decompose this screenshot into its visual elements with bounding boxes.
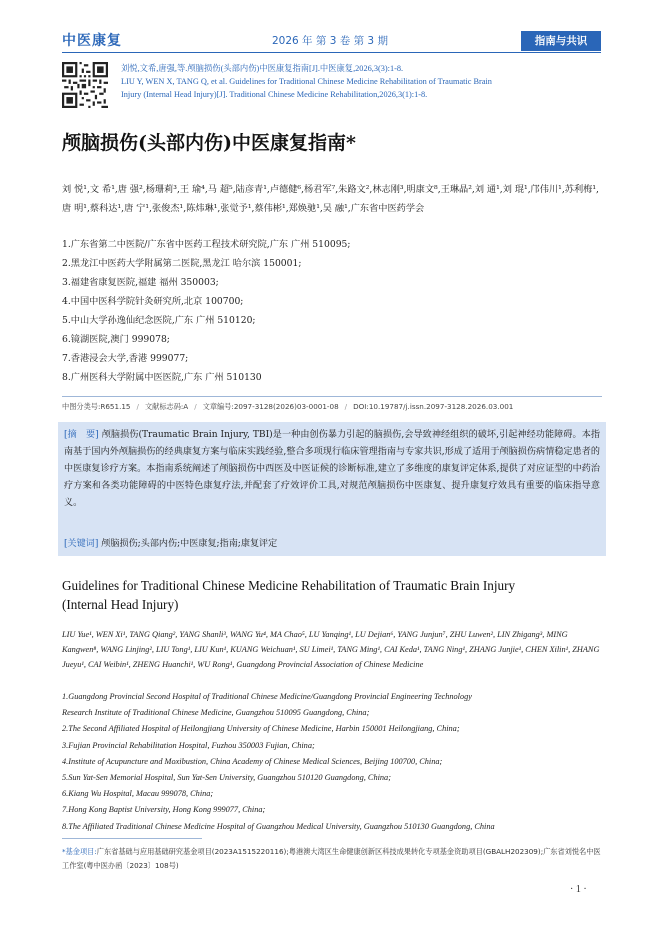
affiliation-en-item: 5.Sun Yat-Sen Memorial Hospital, Sun Yat-Sen University, Guangzhou 510120 Guangdong, China;: [62, 773, 391, 783]
meta-divider: [62, 396, 602, 397]
keywords: [64, 536, 600, 549]
affiliation-cn-item: 5.中山大学孙逸仙纪念医院,广东 广州 510120;: [62, 315, 256, 326]
keywords-text: 颅脑损伤;头部内伤;中医康复;指南;康复评定: [101, 539, 278, 549]
doi: DOI:10.19787/j.issn.2097-3128.2026.03.001: [353, 402, 514, 411]
affiliation-cn-item: 4.中国中医科学院针灸研究所,北京 100700;: [62, 296, 244, 307]
funding-label: *基金项目:: [62, 847, 97, 856]
citation-cn: 刘悦,文希,唐强,等.颅脑损伤(头部内伤)中医康复指南[J].中医康复,2026,3(3):1-8.: [121, 64, 404, 73]
citation-block: [121, 62, 601, 101]
affiliation-en-item: 2.The Second Affiliated Hospital of Heilongjiang University of Chinese Medicine, Harbin 150001 Heilongjiang, China;: [62, 724, 460, 734]
affiliations-cn: [62, 235, 602, 387]
article-meta: [62, 402, 602, 412]
affiliation-cn-item: 7.香港浸会大学,香港 999077;: [62, 353, 189, 364]
citation-en-line2: Injury (Internal Head Injury)[J]. Traditional Chinese Medicine Rehabilitation,2026,3(1):1-8.: [121, 90, 428, 99]
affiliation-en-item: 3.Fujian Provincial Rehabilitation Hospital, Fuzhou 350003 Fujian, China;: [62, 740, 315, 750]
affiliation-en-item: 7.Hong Kong Baptist University, Hong Kong 999077, China;: [62, 805, 266, 815]
funding-note: [62, 845, 602, 873]
document-code: 文献标志码:A: [144, 402, 189, 411]
meta-separator: /: [344, 402, 348, 411]
affiliation-en-item: 4.Institute of Acupuncture and Moxibustion, China Academy of Chinese Medical Sciences, Beijing 100700, China;: [62, 756, 443, 766]
title-en-line2: (Internal Head Injury): [62, 597, 179, 612]
article-title-en: [62, 576, 602, 614]
keywords-label: [关键词]: [64, 539, 99, 549]
authors-en: LIU Yue¹, WEN Xi¹, TANG Qiang², YANG Shanli³, WANG Yu⁴, MA Chao⁵, LU Yanqing¹, LU Dejian⁶, YANG Junjun⁷, ZHU Luwen², LIN Zhigang³, MING Kangwen⁸, WANG Linjing², LIU Tong¹, LIU Kun¹, KUANG Weichuan¹, SU Limei¹, TANG Ming¹, CAI Keda¹, TANG Ning¹, ZHANG Junjie¹, CHEN Xilin¹, ZHANG Jueyu¹, CAI Weibin¹, ZHENG Huanchi¹, WU Rong¹, Guangdong Provincial Association of Chinese Medicine: [62, 630, 600, 669]
affiliation-en-item: 1.Guangdong Provincial Second Hospital of Traditional Chinese Medicine/Guangdong Provincial Engineering Technology: [62, 692, 472, 701]
citation-en-line1: LIU Y, WEN X, TANG Q, et al. Guidelines for Traditional Chinese Medicine Rehabilitation of Traumatic Brain: [121, 77, 492, 86]
qr-code-icon: [62, 62, 108, 108]
footnote-divider: [62, 838, 202, 839]
title-en-line1: Guidelines for Traditional Chinese Medicine Rehabilitation of Traumatic Brain Injury: [62, 578, 516, 593]
authors-cn: 刘 悦¹,文 希¹,唐 强²,杨珊莉³,王 瑜⁴,马 超⁵,陆彦青¹,卢德健⁶,杨君军⁷,朱路文²,林志刚³,明康文⁸,王琳晶²,刘 通¹,刘 琨¹,邝伟川¹,苏利梅¹,唐 明¹,蔡科达¹,唐 宁¹,张俊杰¹,陈炜琳¹,张觉予¹,蔡伟彬¹,郑焕驰¹,吴 融¹,广东省中医药学会: [62, 184, 599, 214]
header-divider: [62, 52, 601, 53]
section-tag: 指南与共识: [521, 31, 601, 51]
affiliation-cn-item: 1.广东省第二中医院/广东省中医药工程技术研究院,广东 广州 510095;: [62, 239, 351, 250]
abstract: [64, 427, 600, 512]
funding-text: 广东省基础与应用基础研究基金项目(2023A1515220116);粤港澳大湾区生命健康创新区科技成果转化专项基金资助项目(GBALH202309);广东省刘悦名中医工作室(粤中医办函〔2023〕108号): [62, 847, 601, 870]
meta-separator: /: [136, 402, 139, 411]
affiliation-cn-item: 2.黑龙江中医药大学附属第二医院,黑龙江 哈尔滨 150001;: [62, 258, 302, 269]
article-title-cn: 颅脑损伤(头部内伤)中医康复指南*: [62, 132, 356, 154]
affiliation-en-item: 8.The Affiliated Traditional Chinese Medicine Hospital of Guangzhou Medical University, Guangzhou 510130 Guangdong, China: [62, 821, 495, 831]
affiliation-en-item: 6.Kiang Wu Hospital, Macau 999078, China;: [62, 789, 214, 799]
affiliation-en-item: Research Institute of Traditional Chinese Medicine, Guangzhou 510095 Guangdong, China;: [62, 708, 370, 718]
affiliation-cn-item: 8.广州医科大学附属中医医院,广东 广州 510130: [62, 372, 262, 383]
abstract-label: [摘 要]: [64, 430, 99, 440]
abstract-text: 颅脑损伤(Traumatic Brain Injury, TBI)是一种由创伤暴力引起的脑损伤,会导致神经组织的破坏,引起神经功能障碍。本指南基于国内外颅脑损伤的经典康复方案与临床实践经验,整合多项现行临床管理指南与专家共识,形成了适用于颅脑损伤病情稳定患者的中医康复诊疗方案。本指南系统阐述了颅脑损伤中西医及中医证候的诊断标准,建立了多维度的康复评定体系,提供了对应证型的中药治疗方案和各类功能障碍的中医特色康复疗法,并配套了疗效评价工具,对规范颅脑损伤中医康复、提升康复疗效具有重要的临床指导意义。: [64, 430, 600, 509]
journal-name: 中医康复: [62, 33, 122, 49]
page-header: [0, 0, 662, 48]
affiliation-cn-item: 3.福建省康复医院,福建 福州 350003;: [62, 277, 219, 288]
affiliations-en: [62, 689, 602, 835]
affiliation-cn-item: 6.镜湖医院,澳门 999078;: [62, 334, 170, 345]
clc-number: 中图分类号:R651.15: [62, 402, 131, 411]
article-number: 文章编号:2097-3128(2026)03-0001-08: [202, 402, 339, 411]
meta-separator: /: [194, 402, 197, 411]
page-number: · 1 ·: [570, 884, 587, 895]
issue-info: 2026 年 第 3 卷 第 3 期: [272, 35, 388, 47]
